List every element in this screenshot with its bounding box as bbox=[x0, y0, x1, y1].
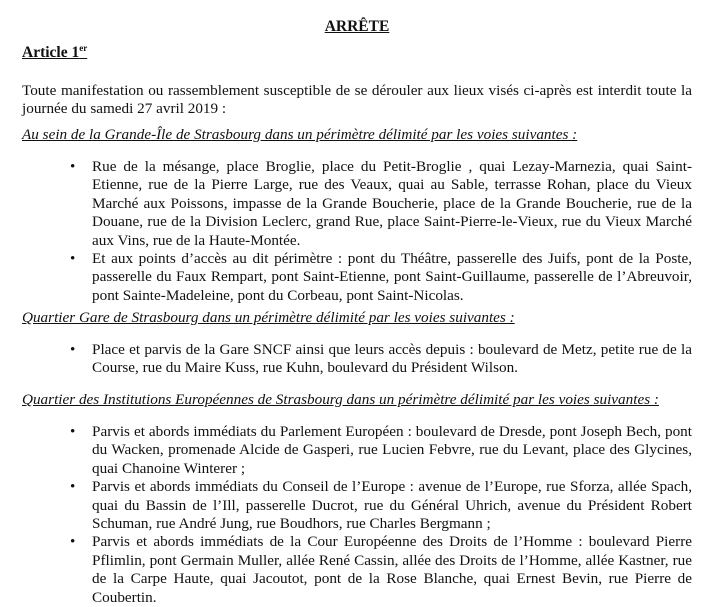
list-item bbox=[70, 478, 692, 533]
list-item-text: Parvis et abords immédiats du Conseil de l’Europe : avenue de l’Europe, rue Sforza, allée Spach, quai du Bassin de l’Ill, passerelle Ducrot, rue du Général Uhrich, avenue du Président Robert Schuman, rue André Jung, rue Boudhors, rue Charles Bergmann ; bbox=[92, 478, 692, 533]
decree-heading: ARRÊTE bbox=[324, 18, 390, 35]
list-item-text: Parvis et abords immédiats de la Cour Européenne des Droits de l’Homme : boulevard Pierre Pflimlin, pont Germain Muller, allée René Cassin, allée des Droits de l’Homme, allée Kastner, rue de la Carpe Haute, quai Jacoutot, pont de la Rose Blanche, quai Ernest Bevin, rue Pierre de Coubertin. bbox=[92, 533, 692, 606]
bullet-icon: • bbox=[70, 250, 76, 268]
article-suffix: er bbox=[79, 43, 88, 53]
article-title bbox=[22, 44, 87, 62]
section-list-grande-ile bbox=[70, 158, 692, 305]
list-item-text: Et aux points d’accès au dit périmètre : pont du Théâtre, passerelle des Juifs, pont de la Poste, passerelle du Faux Rempart, pont Saint-Etienne, pont Saint-Guillaume, passerelle de l’Abreuvoir, pont Sainte-Madeleine, pont du Corbeau, pont Saint-Nicolas. bbox=[92, 250, 692, 304]
section-title-grande-ile: Au sein de la Grande-Île de Strasbourg dans un périmètre délimité par les voies suivantes : bbox=[22, 126, 578, 143]
bullet-icon: • bbox=[70, 158, 76, 175]
list-item bbox=[70, 533, 692, 607]
bullet-icon: • bbox=[70, 341, 76, 358]
bullet-icon: • bbox=[70, 423, 76, 440]
list-item bbox=[70, 341, 692, 378]
list-item bbox=[70, 158, 692, 250]
list-item bbox=[70, 423, 692, 478]
list-item bbox=[70, 250, 692, 305]
section-title-institutions: Quartier des Institutions Européennes de Strasbourg dans un périmètre délimité par les voies suivantes : bbox=[22, 391, 659, 408]
intro-paragraph: Toute manifestation ou rassemblement susceptible de se dérouler aux lieux visés ci-après est interdit toute la journée du samedi 27 avril 2019 : bbox=[22, 82, 692, 118]
list-item-text: Parvis et abords immédiats du Parlement Européen : boulevard de Dresde, pont Joseph Bech, pont du Wacken, promenade Alcide de Gasperi, rue Lucien Febvre, rue du Levant, place des Glycines, quai Chanoine Winterer ; bbox=[92, 423, 692, 477]
list-item-text: Rue de la mésange, place Broglie, place du Petit-Broglie , quai Lezay-Marnezia, quai Saint-Etienne, rue de la Pierre Large, rue des Veaux, quai au Sable, terrasse Rohan, place du Vieux Marché aux Poissons, impasse de la Grande Boucherie, place de la Grande Boucherie, rue de la Douane, rue de la Division Leclerc, grand Rue, place Saint-Pierre-le-Vieux, rue du Vieux Marché aux Vins, rue de la Haute-Montée. bbox=[92, 158, 692, 249]
article-label: Article 1 bbox=[22, 44, 80, 61]
bullet-icon: • bbox=[70, 533, 76, 551]
section-list-institutions bbox=[70, 423, 692, 607]
section-title-gare: Quartier Gare de Strasbourg dans un périmètre délimité par les voies suivantes : bbox=[22, 309, 515, 326]
section-list-gare bbox=[70, 341, 692, 378]
list-item-text: Place et parvis de la Gare SNCF ainsi que leurs accès depuis : boulevard de Metz, petite rue de la Course, rue du Maire Kuss, rue Kuhn, boulevard du Président Wilson. bbox=[92, 341, 692, 377]
bullet-icon: • bbox=[70, 478, 76, 496]
